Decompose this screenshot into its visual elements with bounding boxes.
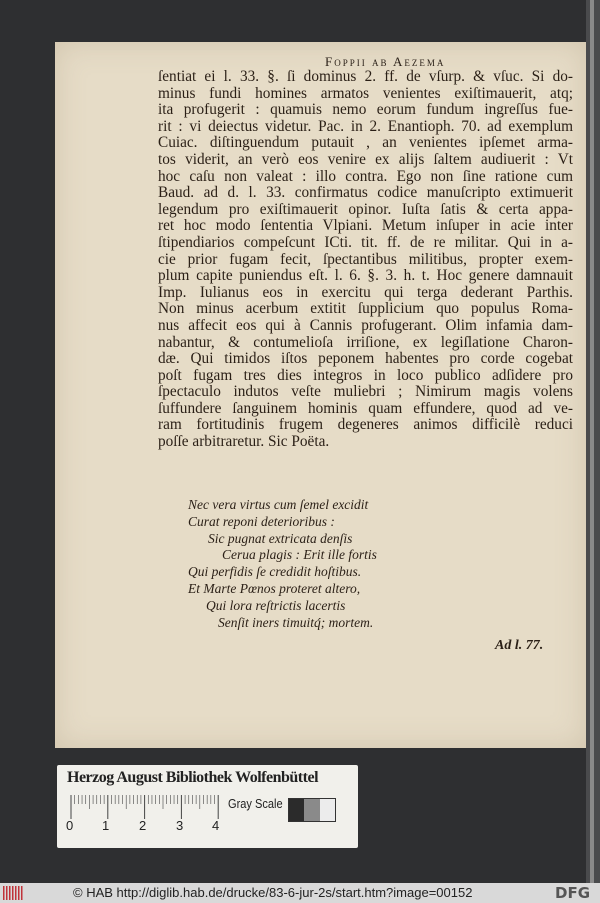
text-line: ita profugerit : quamuis nemo eorum fundum ingreſſus fue- xyxy=(158,101,573,119)
color-scale-card xyxy=(57,765,358,848)
verse-line: Sic pugnat extricata denſis xyxy=(208,530,353,546)
text-line: dæ. Qui timidos iſtos peponem habentes pro corde cogebat xyxy=(158,350,573,368)
book-edge-highlight xyxy=(590,0,594,883)
text-line: rit : vi deiectus videtur. Pac. in 2. Enantioph. 70. ad exemplum xyxy=(158,117,573,135)
text-line: legendum pro exiſtimauerit opinor. Iuſta ſatis & certa appa- xyxy=(158,200,573,218)
verse-quotation xyxy=(188,497,377,631)
verse-line: Curat reponi deterioribus : xyxy=(188,513,335,529)
ruler-number: 3 xyxy=(176,818,184,833)
gray-swatch xyxy=(320,799,335,821)
verse-line: Et Marte Pœnos proteret altero, xyxy=(188,580,361,596)
gray-scale-label: Gray Scale xyxy=(228,796,283,811)
page-body-text xyxy=(158,69,573,451)
verse-line: Qui perfidis ſe credidit hoſtibus. xyxy=(188,564,362,580)
text-line: ſpectaculo indutos veſte muliebri ; Nimirum magis volens xyxy=(158,383,573,401)
library-name: Herzog August Bibliothek Wolfenbüttel xyxy=(67,769,319,786)
verse-line: Cerua plagis : Erit ille fortis xyxy=(222,547,377,563)
text-line: ſtipendiarios compeſcunt ICti. tit. ff. de re militar. Qui in a- xyxy=(158,233,573,251)
text-line: minus fundi homines armatos venientes exiſtimauerit, atq; xyxy=(158,84,573,102)
text-line: poſt fugam tres dies integros in loco publico adſidere pro xyxy=(158,366,573,384)
verse-line: Senſit iners timuitq́; mortem. xyxy=(218,614,374,630)
dfg-logo: DFG xyxy=(555,884,591,902)
text-line: ſentiat ei l. 33. §. ſi dominus 2. ff. de vſurp. & vſuc. Si do- xyxy=(158,68,573,85)
verse-line: Qui lora reſtrictis lacertis xyxy=(206,597,346,613)
footer-bar xyxy=(0,883,600,903)
gray-scale-swatches xyxy=(288,798,336,822)
text-line: poſſe arbitraretur. Sic Poëta. xyxy=(158,433,330,451)
ruler-number: 2 xyxy=(139,818,147,833)
gray-swatch xyxy=(304,799,319,821)
text-line: nabantur, & contumelioſa irriſione, ex legiſlatione Charon- xyxy=(158,333,573,351)
running-head: Foppii ab Aezema xyxy=(325,54,446,69)
text-line: ram fortitudinis frugem degeneres animos difficilè reduci xyxy=(158,416,573,434)
text-line: Imp. Iulianus eos in exercitu qui terga dederant Parthis. xyxy=(158,283,573,301)
text-line: cie prior fugam fecit, ſpectantibus militibus, propter exem- xyxy=(158,250,573,268)
ruler-number: 0 xyxy=(66,818,74,833)
ruler-number: 1 xyxy=(102,818,110,833)
text-line: Non minus acerbum extitit ſupplicium quo populus Roma- xyxy=(158,300,573,318)
text-line: ſuffundere ſanguinem hominis quam effundere, quod ad ve- xyxy=(158,399,573,417)
hab-logo-icon xyxy=(3,886,23,900)
text-line: Baud. ad d. l. 33. confirmatus codice manuſcripto extimuerit xyxy=(158,184,573,202)
gray-swatch xyxy=(289,799,304,821)
text-line: hoc caſu non valeat : illo contra. Ego non ſine ratione cum xyxy=(158,167,573,185)
text-line: tos viderit, an verò eos venire ex alijs ſaltem audiuerit : Vt xyxy=(158,150,573,168)
text-line: plum capite puniendus eſt. l. 6. §. 3. h. t. Hoc genere damnauit xyxy=(158,267,573,285)
scanned-page xyxy=(55,42,586,748)
text-line: nus affecit eos qui à Cannis profugerant. Olim infamia dam- xyxy=(158,316,573,334)
text-line: Cuiac. diſtinguendum putauit , an venientes ipſemet arma- xyxy=(158,134,573,152)
verse-line: Nec vera virtus cum ſemel excidit xyxy=(188,497,369,512)
copyright-link[interactable]: © HAB http://diglib.hab.de/drucke/83-6-jur-2s/start.htm?image=00152 xyxy=(73,885,473,900)
text-line: ret hoc modo ſententia Vlpiani. Metum inſuper in acie inter xyxy=(158,217,573,235)
catchword: Ad l. 77. xyxy=(495,638,544,653)
ruler-number: 4 xyxy=(212,818,220,833)
